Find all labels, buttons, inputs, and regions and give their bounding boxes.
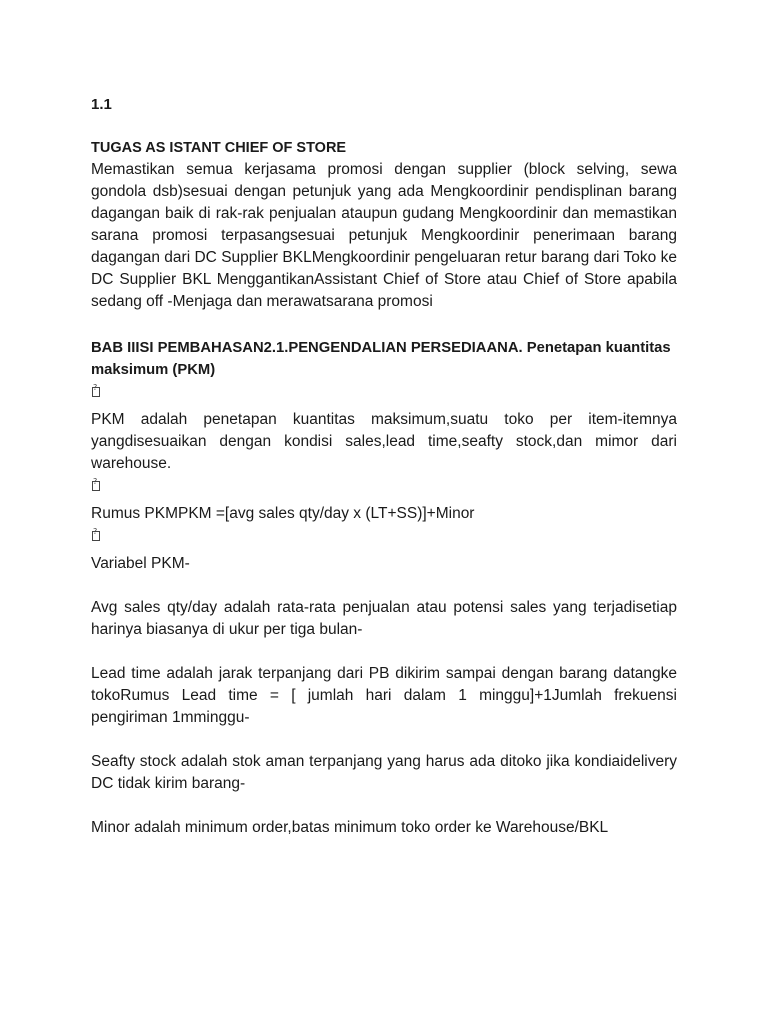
seafty-stock-paragraph: Seafty stock adalah stok aman terpanjang yang harus ada ditoko jika kondiaidelivery DC tidak kirim barang- [91, 753, 677, 792]
document-page [91, 94, 677, 839]
missing-glyph-icon [92, 481, 100, 491]
variabel-pkm: Variabel PKM- [91, 555, 190, 572]
section-title: TUGAS AS ISTANT CHIEF OF STORE [91, 140, 347, 156]
missing-glyph-icon [92, 531, 100, 541]
bab-heading: BAB IIISI PEMBAHASAN2.1.PENGENDALIAN PERSEDIAANA. Penetapan kuantitas maksimum (PKM) [91, 340, 671, 378]
rumus-pkm: Rumus PKMPKM =[avg sales qty/day x (LT+SS)]+Minor [91, 505, 475, 522]
section-body: Memastikan semua kerjasama promosi dengan supplier (block selving, sewa gondola dsb)sesuai dengan petunjuk yang ada Mengkoordinir pendisplinan barang dagangan baik di rak-rak penjualan ataupun gudang Mengkoordinir dan memastikan sarana promosi terpasangsesuai petunjuk Mengkoordinir penerimaan barang dagangan dari DC Supplier BKLMengkoordinir pengeluaran retur barang dari Toko ke DC Supplier BKL MenggantikanAssistant Chief of Store atau Chief of Store apabila sedang off -Menjaga dan merawatsarana promosi [91, 161, 677, 310]
section-number: 1.1 [91, 96, 112, 113]
minor-paragraph: Minor adalah minimum order,batas minimum toko order ke Warehouse/BKL [91, 819, 609, 836]
avg-sales-paragraph: Avg sales qty/day adalah rata-rata penjualan atau potensi sales yang terjadisetiap harinya biasanya di ukur per tiga bulan- [91, 599, 677, 638]
pkm-definition: PKM adalah penetapan kuantitas maksimum,suatu toko per item-itemnya yangdisesuaikan dengan kondisi sales,lead time,seafty stock,dan mimor dari warehouse. [91, 411, 677, 472]
lead-time-paragraph: Lead time adalah jarak terpanjang dari PB dikirim sampai dengan barang datangke tokoRumus Lead time = [ jumlah hari dalam 1 minggu]+1Jumlah frekuensi pengiriman 1mminggu- [91, 665, 677, 726]
missing-glyph-icon [92, 387, 100, 397]
